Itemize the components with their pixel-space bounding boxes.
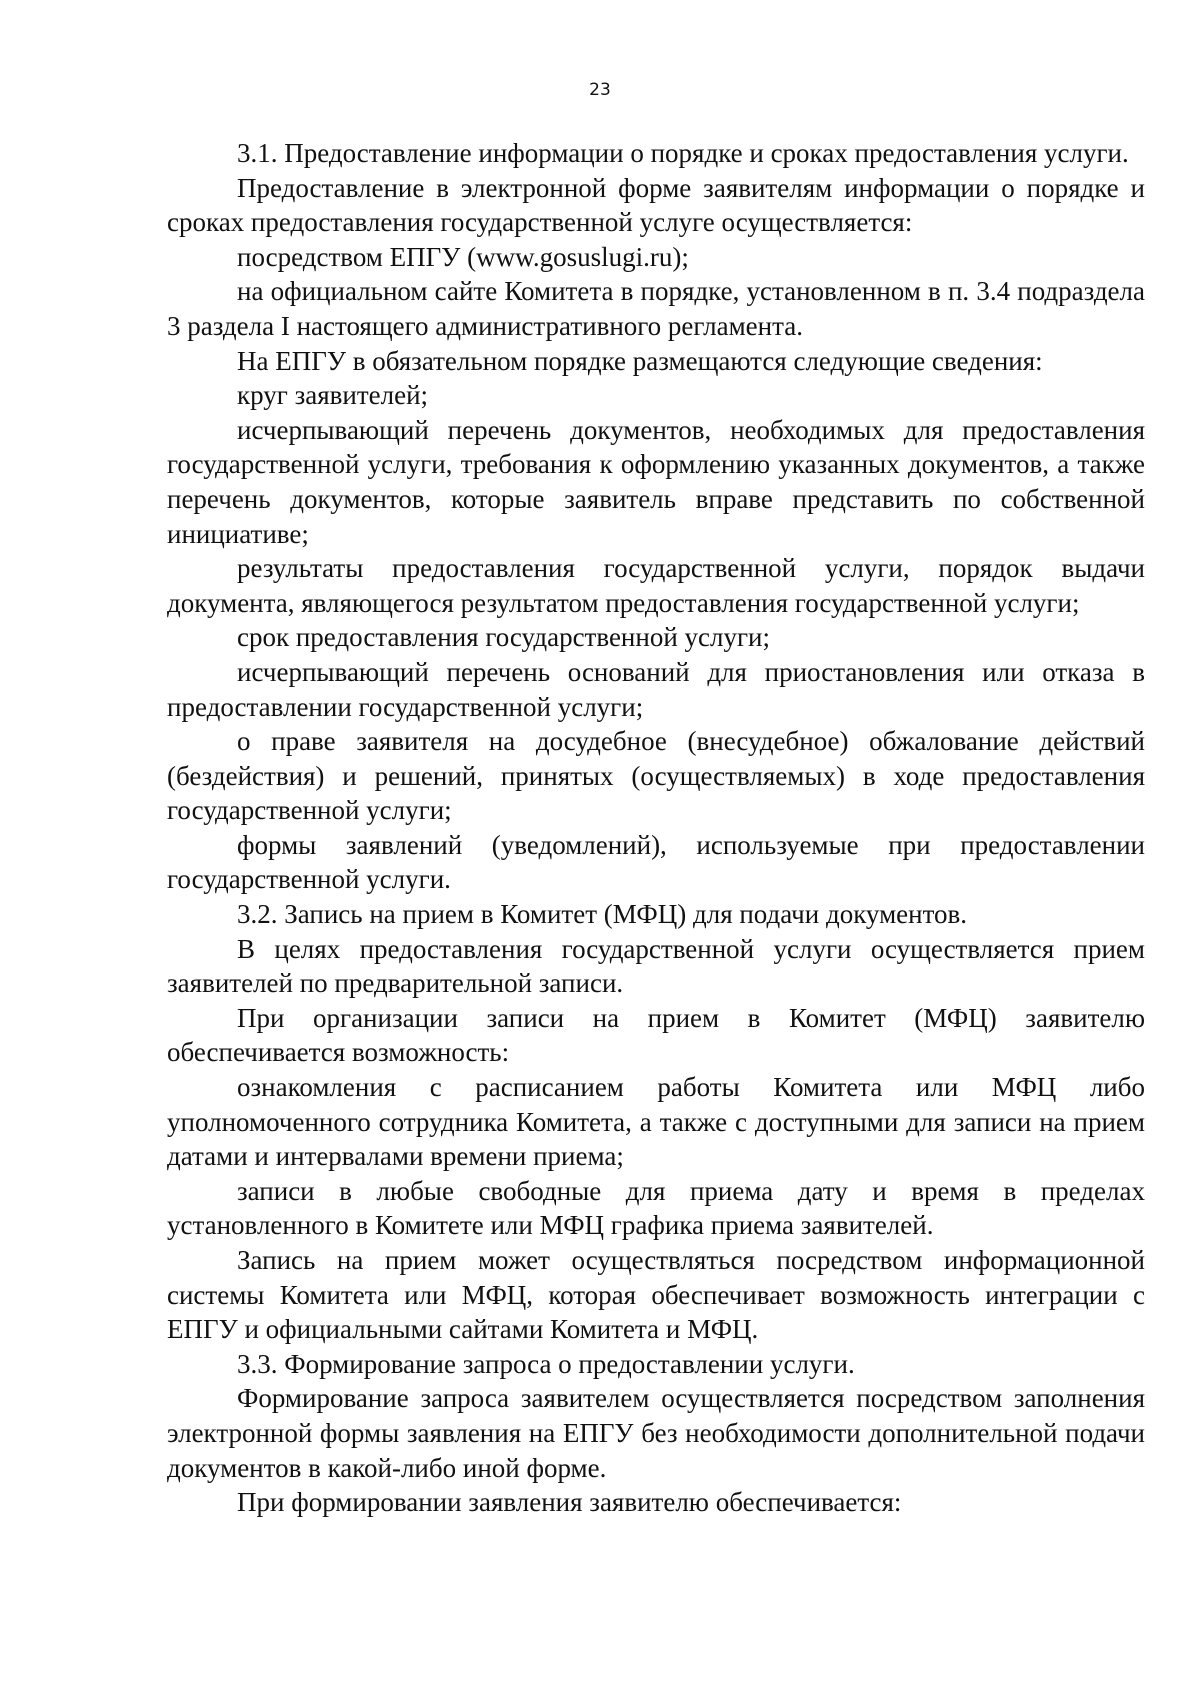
paragraph: При организации записи на прием в Комитет (МФЦ) заявителю обеспечивается возможность: bbox=[167, 1002, 1145, 1068]
paragraph: При формировании заявления заявителю обеспечивается: bbox=[237, 1487, 902, 1518]
paragraph: записи в любые свободные для приема дату и время в пределах установленного в Комитете или МФЦ графика приема заявителей. bbox=[167, 1175, 1145, 1241]
paragraph: срок предоставления государственной услуги; bbox=[237, 622, 771, 653]
paragraph: посредством ЕПГУ (www.gosuslugi.ru); bbox=[237, 241, 689, 272]
paragraph: исчерпывающий перечень документов, необходимых для предоставления государственной услуги, требования к оформлению указанных документов, а также перечень документов, которые заявитель вправе представить по собственной инициативе; bbox=[167, 414, 1145, 549]
paragraph: о праве заявителя на досудебное (внесудебное) обжалование действий (бездействия) и решений, принятых (осуществляемых) в ходе предоставления государственной услуги; bbox=[167, 726, 1145, 826]
document-body bbox=[167, 136, 1145, 1520]
paragraph: На ЕПГУ в обязательном порядке размещаются следующие сведения: bbox=[237, 345, 1043, 376]
paragraph: ознакомления с расписанием работы Комитета или МФЦ либо уполномоченного сотрудника Комитета, а также с доступными для записи на прием датами и интервалами времени приема; bbox=[167, 1072, 1145, 1172]
paragraph: Формирование запроса заявителем осуществляется посредством заполнения электронной формы заявления на ЕПГУ без необходимости дополнительной подачи документов в какой-либо иной форме. bbox=[167, 1383, 1145, 1483]
paragraph: В целях предоставления государственной услуги осуществляется прием заявителей по предварительной записи. bbox=[167, 933, 1145, 999]
paragraph: результаты предоставления государственной услуги, порядок выдачи документа, являющегося результатом предоставления государственной услуги; bbox=[167, 553, 1145, 618]
paragraph: Предоставление в электронной форме заявителям информации о порядке и сроках предоставления государственной услуге осуществляется: bbox=[167, 172, 1145, 238]
paragraph: Запись на прием может осуществляться посредством информационной системы Комитета или МФЦ, которая обеспечивает возможность интеграции с ЕПГУ и официальными сайтами Комитета и МФЦ. bbox=[167, 1245, 1145, 1345]
page-number: 23 bbox=[589, 80, 611, 100]
paragraph: формы заявлений (уведомлений), используемые при предоставлении государственной услуги. bbox=[167, 829, 1145, 895]
paragraph: 3.3. Формирование запроса о предоставлении услуги. bbox=[237, 1348, 855, 1379]
paragraph: 3.2. Запись на прием в Комитет (МФЦ) для подачи документов. bbox=[237, 899, 968, 930]
paragraph: круг заявителей; bbox=[237, 380, 429, 411]
paragraph: на официальном сайте Комитета в порядке, установленном в п. 3.4 подраздела 3 раздела I настоящего административного регламента. bbox=[167, 276, 1145, 341]
paragraph: исчерпывающий перечень оснований для приостановления или отказа в предоставлении государственной услуги; bbox=[167, 656, 1145, 722]
paragraph: 3.1. Предоставление информации о порядке и сроках предоставления услуги. bbox=[237, 138, 1129, 168]
